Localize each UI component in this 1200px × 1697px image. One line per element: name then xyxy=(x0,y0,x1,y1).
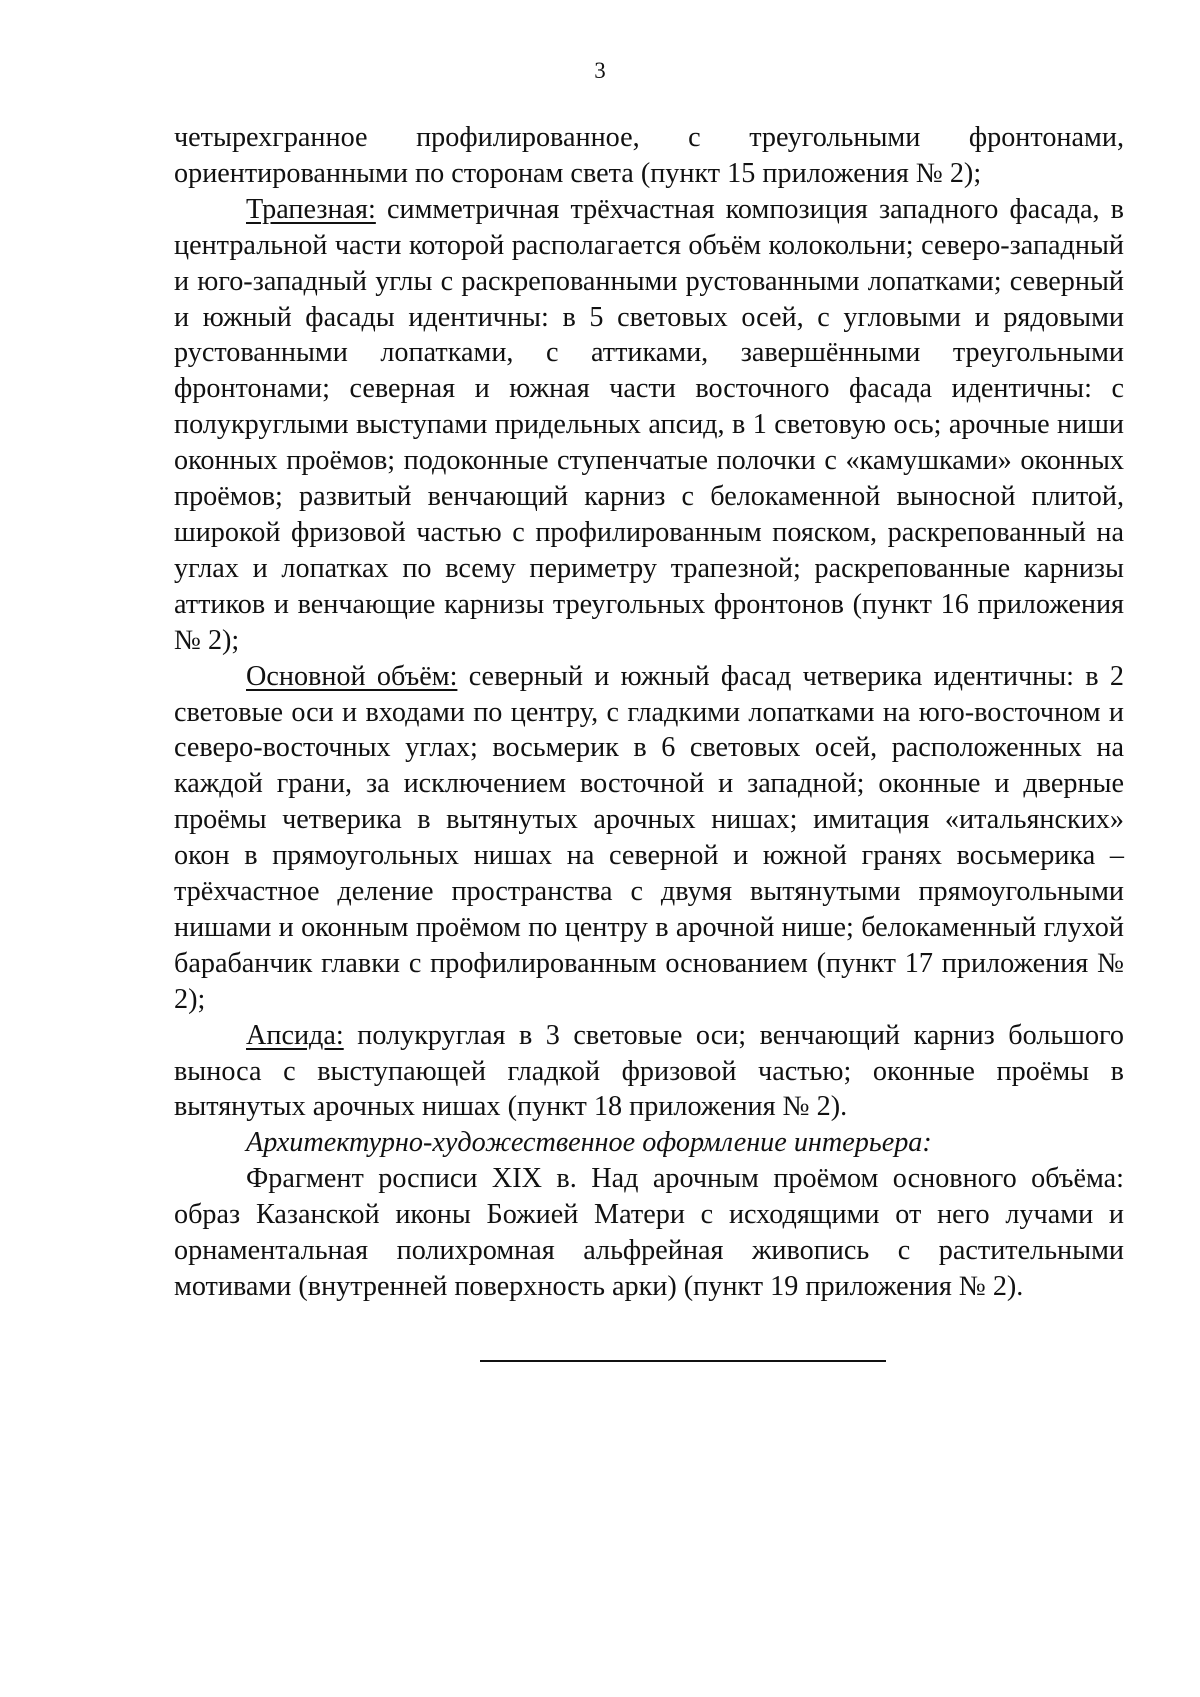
interior-heading xyxy=(174,1125,1124,1161)
paragraph-text: полукруглая в 3 световые оси; венчающий карниз большого выноса с выступающей гладкой фризовой частью; оконные проёмы в вытянутых арочных нишах (пункт 18 приложения № 2). xyxy=(174,1019,1124,1123)
section-label-main-volume: Основной объём: xyxy=(246,660,458,692)
document-body xyxy=(174,120,1124,1305)
paragraph-refectory xyxy=(174,192,1124,659)
interior-heading-text: Архитектурно-художественное оформление интерьера: xyxy=(246,1127,932,1159)
paragraph-apse xyxy=(174,1018,1124,1126)
end-rule xyxy=(480,1360,886,1362)
paragraph-text: Фрагмент росписи XIX в. Над арочным проёмом основного объёма: образ Казанской иконы Божией Матери с исходящими от него лучами и орнаментальная полихромная альфрейная живопись с растительными мотивами (внутренней поверхность арки) (пункт 19 приложения № 2). xyxy=(174,1163,1124,1302)
section-label-apse: Апсида: xyxy=(246,1019,344,1051)
paragraph-main-volume xyxy=(174,659,1124,1018)
paragraph-text: северный и южный фасад четверика идентичны: в 2 световые оси и входами по центру, с гладкими лопатками на юго-восточном и северо-восточных углах; восьмерик в 6 световых осей, расположенных на каждой грани, за исключением восточной и западной; оконные и дверные проёмы четверика в вытянутых арочных нишах; имитация «итальянских» окон в прямоугольных нишах на северной и южной гранях восьмерика – трёхчастное деление пространства с двумя вытянутыми прямоугольными нишами и оконным проёмом по центру в арочной нише; белокаменный глухой барабанчик главки с профилированным основанием (пункт 17 приложения № 2); xyxy=(174,660,1124,1015)
paragraph-text: четырехгранное профилированное, с треугольными фронтонами, ориентированными по сторонам света (пункт 15 приложения № 2); xyxy=(174,122,1124,189)
paragraph-interior xyxy=(174,1161,1124,1305)
section-label-refectory: Трапезная: xyxy=(246,193,376,225)
paragraph-text: симметричная трёхчастная композиция западного фасада, в центральной части которой располагается объём колокольни; северо-западный и юго-западный углы с раскрепованными рустованными лопатками; северный и южный фасады идентичны: в 5 световых осей, с угловыми и рядовыми рустованными лопатками, с аттиками, завершёнными треугольными фронтонами; северная и южная части восточного фасада идентичны: с полукруглыми выступами придельных апсид, в 1 световую ось; арочные ниши оконных проёмов; подоконные ступенчатые полочки с «камушками» оконных проёмов; развитый венчающий карниз с белокаменной выносной плитой, широкой фризовой частью с профилированным пояском, раскрепованный на углах и лопатках по всему периметру трапезной; раскрепованные карнизы аттиков и венчающие карнизы треугольных фронтонов (пункт 16 приложения № 2); xyxy=(174,193,1124,656)
paragraph-continuation xyxy=(174,120,1124,192)
page-number: 3 xyxy=(594,58,606,83)
